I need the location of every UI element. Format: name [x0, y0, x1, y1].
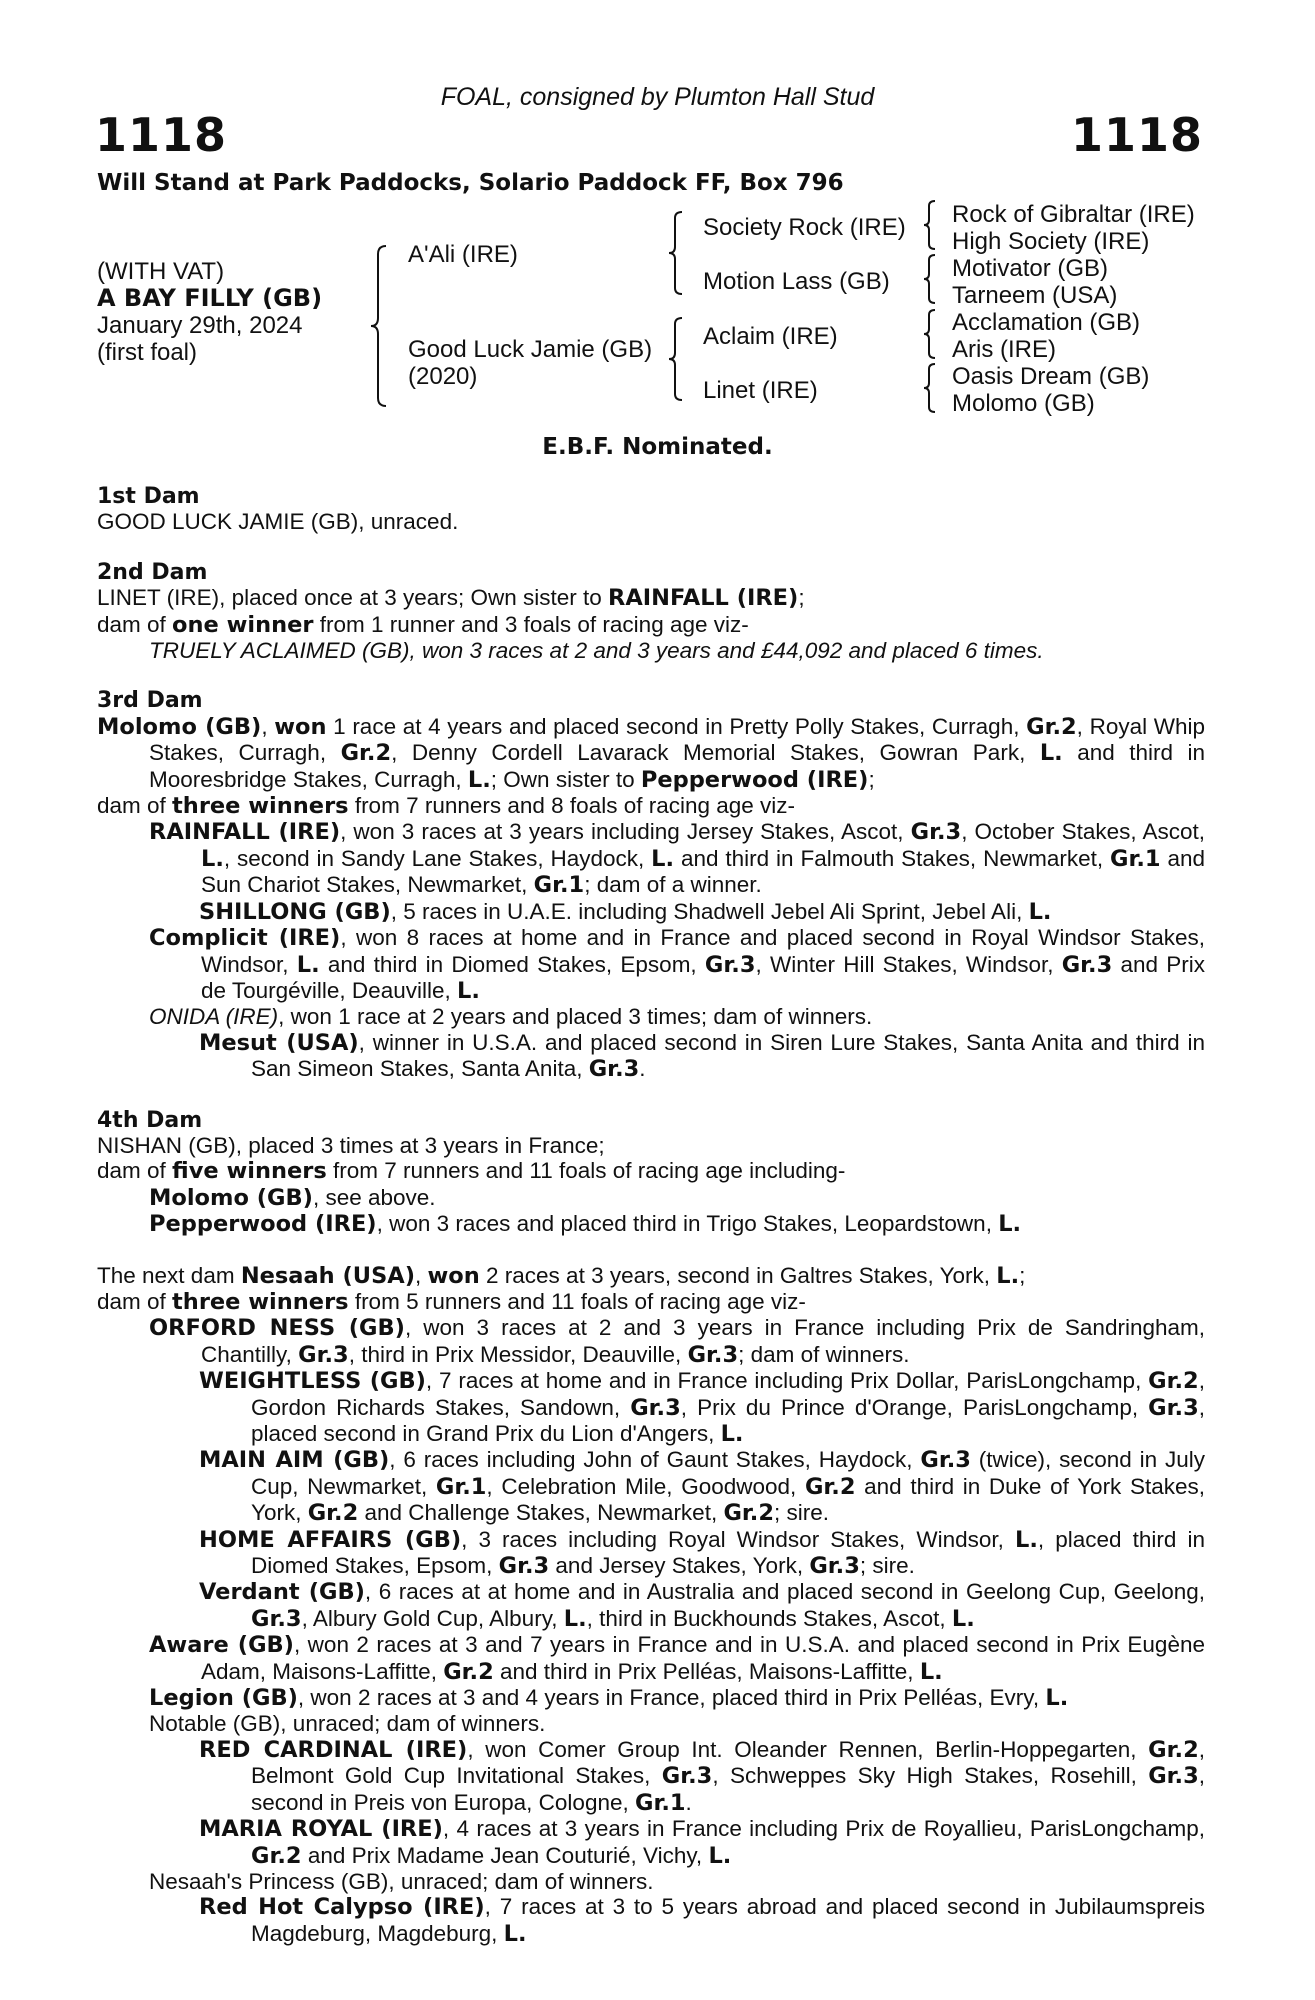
sire-sire: Society Rock (IRE) [703, 214, 906, 241]
third-dam-produce: dam of three winners from 7 runners and 8 foals of racing age viz- [97, 793, 796, 820]
second-dam-progeny: TRUELY ACLAIMED (GB), won 3 races at 2 and 3 years and £44,092 and placed 6 times. [149, 638, 1044, 664]
progeny-nesaahs-princess: Nesaah's Princess (GB), unraced; dam of winners. [149, 1868, 654, 1894]
progeny-rainfall: RAINFALL (IRE), won 3 races at 3 years including Jersey Stakes, Ascot, Gr.3, October Stakes, Ascot, L., second in Sandy Lane Stakes, Haydock, L. and third in Falmouth Stakes, Newmarket, Gr.1 and Sun Chariot Stakes, Newmarket, Gr.1; dam of a winner. [149, 819, 1205, 899]
progeny-mesut: Mesut (USA), winner in U.S.A. and placed second in Siren Lure Stakes, Santa Anita and third in San Simeon Stakes, Santa Anita, Gr.3. [199, 1029, 1206, 1083]
dam-year: (2020) [408, 363, 478, 390]
dam-dam: Linet (IRE) [703, 377, 818, 404]
progeny-red-hot-calypso: Red Hot Calypso (IRE), 7 races at 3 to 5 years abroad and placed second in Jubilaumspreis Magdeburg, Magdeburg, L. [199, 1894, 1205, 1947]
progeny-maria-royal: MARIA ROYAL (IRE), 4 races at 3 years in France including Prix de Royallieu, ParisLongchamp, Gr.2 and Prix Madame Jean Couturié, Vichy, L. [199, 1816, 1205, 1869]
pedigree-brace-main [368, 244, 390, 408]
sdd: Tarneem (USA) [952, 282, 1118, 309]
fourth-dam-produce: dam of five winners from 7 runners and 11 foals of racing age including- [97, 1158, 846, 1185]
progeny-molomo: Molomo (GB), see above. [149, 1184, 436, 1211]
sds: Motivator (GB) [952, 255, 1109, 282]
next-dam-produce: dam of three winners from 5 runners and 11 foals of racing age viz- [97, 1288, 806, 1315]
next-dam-line: The next dam Nesaah (USA), won 2 races at 3 years, second in Galtres Stakes, York, L.; [97, 1262, 1026, 1289]
third-dam-heading: 3rd Dam [97, 688, 203, 714]
progeny-onida: ONIDA (IRE), won 1 race at 2 years and placed 3 times; dam of winners. [149, 1004, 873, 1030]
lot-name [97, 285, 322, 312]
first-dam-text: GOOD LUCK JAMIE (GB), unraced. [97, 509, 459, 535]
third-dam-section [97, 688, 1205, 1082]
dsd: Aris (IRE) [952, 336, 1056, 363]
fourth-dam-heading: 4th Dam [97, 1107, 203, 1133]
pedigree-brace-dam [667, 316, 685, 402]
progeny-shillong: SHILLONG (GB), 5 races in U.A.E. including Shadwell Jebel Ali Sprint, Jebel Ali, L. [199, 898, 1052, 925]
fourth-dam-line: NISHAN (GB), placed 3 times at 3 years in France; [97, 1132, 605, 1158]
foal-note: (first foal) [97, 339, 198, 366]
dss: Acclamation (GB) [952, 309, 1141, 336]
fourth-dam-section [97, 1108, 1205, 1238]
pedigree-brace-sire [667, 210, 685, 296]
lot-name-text: A BAY FILLY (GB) [97, 284, 323, 312]
third-dam-line: Molomo (GB), won 1 race at 4 years and placed second in Pretty Polly Stakes, Curragh, Gr.2, Royal Whip Stakes, Curragh, Gr.2, Denny Cordell Lavarack Memorial Stakes, Gowran Park, L. and third in Mooresbridge Stakes, Curragh, L.; Own sister to Pepperwood (IRE); [97, 713, 1206, 793]
second-dam-section [97, 560, 1205, 664]
produce-record [97, 484, 1205, 1947]
brace-dd [922, 362, 938, 414]
brace-ss [922, 199, 938, 251]
date-of-birth: January 29th, 2024 [97, 312, 303, 339]
dam: Good Luck Jamie (GB) [408, 336, 653, 363]
progeny-red-cardinal: RED CARDINAL (IRE), won Comer Group Int. Oleander Rennen, Berlin-Hoppegarten, Gr.2, Belmont Gold Cup Invitational Stakes, Gr.3, Schweppes Sky High Stakes, Rosehill, Gr.3, second in Preis von Europa, Cologne, Gr.1. [199, 1736, 1206, 1816]
second-dam-produce: dam of one winner from 1 runner and 3 foals of racing age viz- [97, 611, 749, 638]
progeny-notable: Notable (GB), unraced; dam of winners. [149, 1711, 546, 1737]
progeny-pepperwood: Pepperwood (IRE), won 3 races and placed third in Trigo Stakes, Leopardstown, L. [149, 1211, 1022, 1238]
second-dam-line: LINET (IRE), placed once at 3 years; Own sister to RAINFALL (IRE); [97, 585, 805, 612]
progeny-aware: Aware (GB), won 2 races at 3 and 7 years in France and in U.S.A. and placed second in Prix Eugène Adam, Maisons-Laffitte, Gr.2 and third in Prix Pelléas, Maisons-Laffitte, L. [149, 1632, 1205, 1685]
progeny-complicit: Complicit (IRE), won 8 races at home and in France and placed second in Royal Windsor Stakes, Windsor, L. and third in Diomed Stakes, Epsom, Gr.3, Winter Hill Stakes, Windsor, Gr.3 and Prix de Tourgéville, Deauville, L. [149, 925, 1206, 1004]
dam-sire: Aclaim (IRE) [703, 323, 838, 350]
vat-note: (WITH VAT) [97, 258, 225, 285]
first-dam-section [97, 484, 1205, 535]
sire: A'Ali (IRE) [408, 241, 518, 268]
progeny-main-aim: MAIN AIM (GB), 6 races including John of Gaunt Stakes, Haydock, Gr.3 (twice), second in July Cup, Newmarket, Gr.1, Celebration Mile, Goodwood, Gr.2 and third in Duke of York Stakes, York, Gr.2 and Challenge Stakes, Newmarket, Gr.2; sire. [199, 1447, 1205, 1527]
progeny-legion: Legion (GB), won 2 races at 3 and 4 years in France, placed third in Prix Pelléas, Evry, L. [149, 1685, 1069, 1712]
progeny-verdant: Verdant (GB), 6 races at at home and in Australia and placed second in Geelong Cup, Geelong, Gr.3, Albury Gold Cup, Albury, L., third in Buckhounds Stakes, Ascot, L. [199, 1579, 1205, 1632]
ebf-nominated: E.B.F. Nominated. [542, 434, 773, 460]
second-dam-heading: 2nd Dam [97, 559, 208, 585]
stand-info: Will Stand at Park Paddocks, Solario Paddock FF, Box 796 [97, 170, 844, 196]
lot-number-left: 1118 [95, 108, 228, 162]
progeny-orford-ness: ORFORD NESS (GB), won 3 races at 2 and 3 years in France including Prix de Sandringham, Chantilly, Gr.3, third in Prix Messidor, Deauville, Gr.3; dam of winners. [149, 1315, 1205, 1368]
next-dam-section [97, 1263, 1205, 1948]
brace-ds [922, 308, 938, 360]
progeny-home-affairs: HOME AFFAIRS (GB), 3 races including Royal Windsor Stakes, Windsor, L., placed third in Diomed Stakes, Epsom, Gr.3 and Jersey Stakes, York, Gr.3; sire. [199, 1526, 1205, 1580]
first-dam-heading: 1st Dam [97, 484, 200, 509]
ddd: Molomo (GB) [952, 390, 1095, 417]
sire-dam: Motion Lass (GB) [703, 268, 890, 295]
dds: Oasis Dream (GB) [952, 363, 1150, 390]
consignment-line: FOAL, consigned by Plumton Hall Stud [440, 83, 875, 111]
ssd: High Society (IRE) [952, 228, 1150, 255]
progeny-weightless: WEIGHTLESS (GB), 7 races at home and in France including Prix Dollar, ParisLongchamp, Gr.2, Gordon Richards Stakes, Sandown, Gr.3, Prix du Prince d'Orange, ParisLongchamp, Gr.3, placed second in Grand Prix du Lion d'Angers, L. [199, 1368, 1205, 1447]
brace-sd [922, 253, 938, 305]
lot-number-right: 1118 [1070, 108, 1203, 162]
sss: Rock of Gibraltar (IRE) [952, 201, 1195, 228]
